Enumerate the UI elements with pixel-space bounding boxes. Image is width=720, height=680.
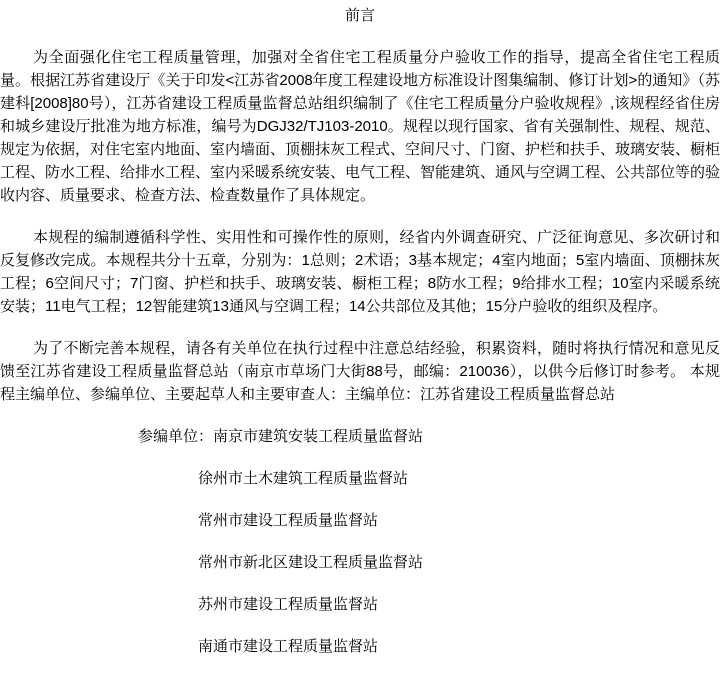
preface-paragraph-2: 本规程的编制遵循科学性、实用性和可操作性的原则，经省内外调查研究、广泛征询意见、多次研讨和反复修改完成。本规程共分十五章，分别为：1总则；2术语；3基本规定；4室内地面；5室内墙面、顶棚抹灰工程；6空间尺寸；7门窗、护栏和扶手、玻璃安装、橱柜工程；8防水工程；9给排水工程；10室内采暖系统安装；11电气工程；12智能建筑13通风与空调工程；14公共部位及其他；15分户验收的组织及程序。 bbox=[0, 229, 720, 315]
participating-unit-item: 南通市建设工程质量监督站 bbox=[198, 638, 379, 655]
participating-unit-item: 苏州市建设工程质量监督站 bbox=[198, 596, 379, 613]
participating-unit-item: 常州市新北区建设工程质量监督站 bbox=[198, 554, 424, 571]
participating-unit-item: 徐州市土木建筑工程质量监督站 bbox=[198, 470, 409, 487]
participating-units-lead: 参编单位：南京市建筑安装工程质量监督站 bbox=[138, 428, 424, 445]
page-title: 前言 bbox=[344, 7, 375, 24]
preface-paragraph-3: 为了不断完善本规程，请各有关单位在执行过程中注意总结经验，积累资料，随时将执行情况和意见反馈至江苏省建设工程质量监督总站（南京市草场门大街88号，邮编：210036），以供今后修订时参考。 本规程主编单位、参编单位、主要起草人和主要审查人：主编单位：江苏省建设工程质量监督总站 bbox=[0, 340, 720, 403]
participating-unit-item: 常州市建设工程质量监督站 bbox=[198, 512, 379, 529]
preface-paragraph-1: 为全面强化住宅工程质量管理，加强对全省住宅工程质量分户验收工作的指导，提高全省住宅工程质量。根据江苏省建设厅《关于印发<江苏省2008年度工程建设地方标准设计图集编制、修订计划>的通知》（苏建科[2008]80号），江苏省建设工程质量监督总站组织编制了《住宅工程质量分户验收规程》,该规程经省住房和城乡建设厅批准为地方标准，编号为DGJ32/TJ103-2010。规程以现行国家、省有关强制性、规程、规范、规定为依据，对住宅室内地面、室内墙面、顶棚抹灰工程式、空间尺寸、门窗、护栏和扶手、玻璃安装、橱柜工程、防水工程、给排水工程、室内采暖系统安装、电气工程、智能建筑、通风与空调工程、公共部位等的验收内容、质量要求、检查方法、检查数量作了具体规定。 bbox=[0, 49, 720, 204]
